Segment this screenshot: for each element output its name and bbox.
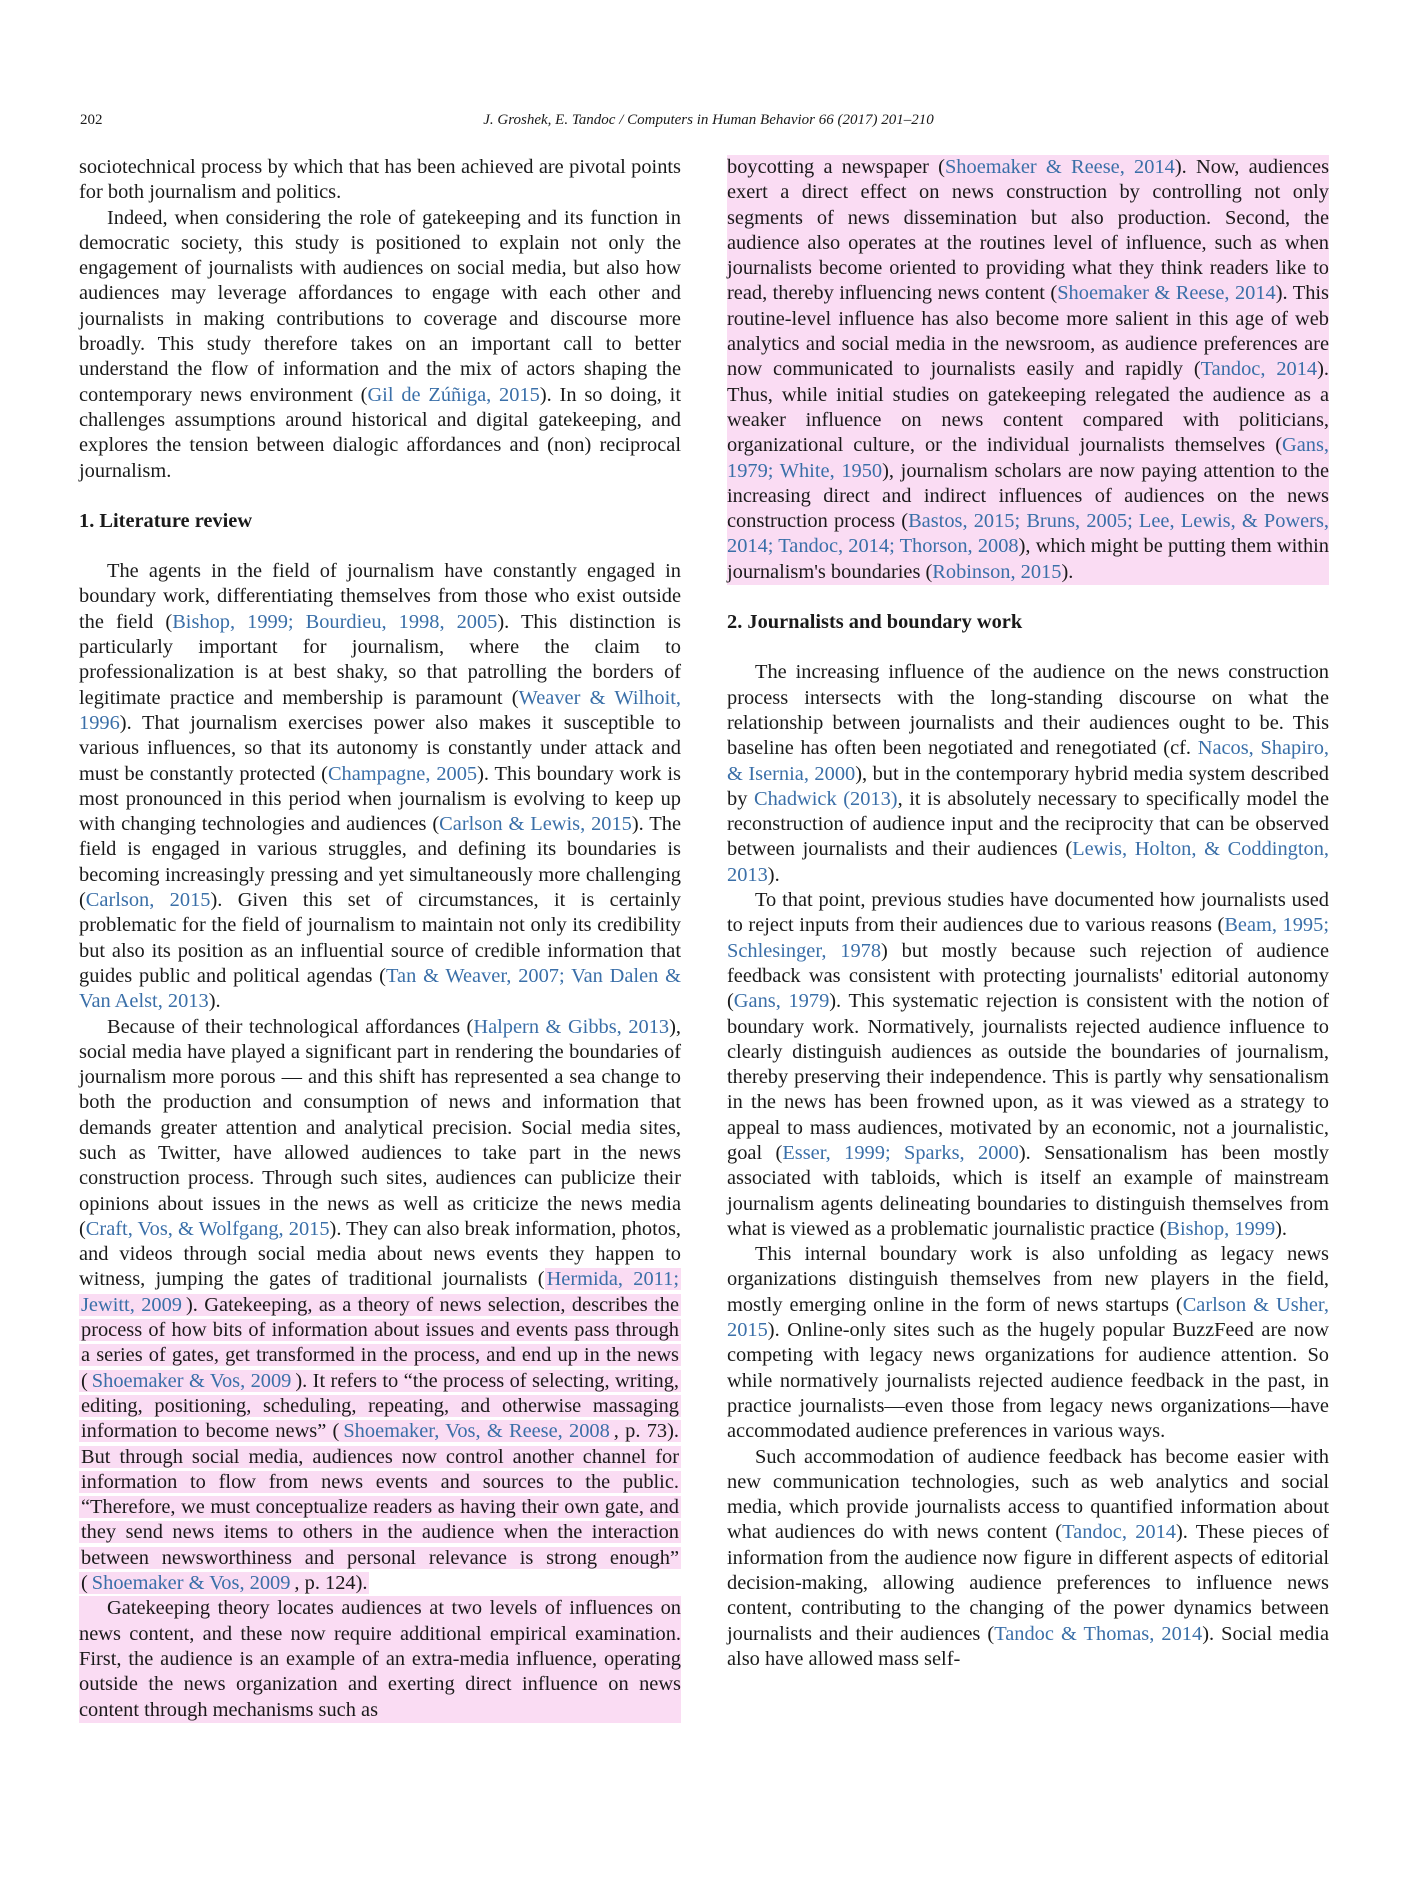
citation-link[interactable]: Tandoc & Thomas, 2014 bbox=[994, 1622, 1203, 1645]
citation-link[interactable]: Shoemaker, Vos, & Reese, 2008 bbox=[343, 1420, 610, 1443]
citation-link[interactable]: Champagne, 2005 bbox=[327, 762, 478, 785]
paragraph: The agents in the field of journalism have constantly engaged in boundary work, differentiating themselves from those who exist outside the field (Bishop, 1999; Bourdieu, 1998, 2005). This distinction is particularly important for journalism, where the claim to professionalization is at best shaky, so that patrolling the borders of legitimate practice and membership is paramount (Weaver & Wilhoit, 1996). That journalism exercises power also makes it susceptible to various influences, so that its autonomy is constantly under attack and must be constantly protected (Champagne, 2005). This boundary work is most pronounced in this period when journalism is evolving to keep up with changing technologies and audiences (Carlson & Lewis, 2015). The field is engaged in various struggles, and defining its boundaries is becoming increasingly pressing and yet simultaneously more challenging (Carlson, 2015). Given this set of circumstances, it is certainly problematic for the field of journalism to maintain not only its credibility but also its position as an influential source of credible information that guides public and political agendas (Tan & Weaver, 2007; Van Dalen & Van Aelst, 2013). bbox=[79, 560, 682, 1013]
citation-link[interactable]: Hermida, 2011; Jewitt, 2009 bbox=[81, 1268, 679, 1316]
citation-link[interactable]: Nacos, Shapiro, & Isernia, 2000 bbox=[727, 737, 1329, 785]
citation-link[interactable]: Carlson & Lewis, 2015 bbox=[439, 813, 632, 836]
citation-link[interactable]: Gans, 1979; White, 1950 bbox=[727, 434, 1329, 482]
page-number: 202 bbox=[80, 112, 103, 128]
citation-link[interactable]: Halpern & Gibbs, 2013 bbox=[473, 1015, 670, 1038]
highlighted-text: ). It refers to “the process of selecting, writing, editing, positioning, scheduling, repeating, and otherwise massaging information to become news” ( bbox=[81, 1369, 679, 1443]
citation-link[interactable]: Lewis, Holton, & Coddington, 2013 bbox=[727, 838, 1329, 886]
paragraph: This internal boundary work is also unfolding as legacy news organizations distinguish themselves from new players in the field, mostly emerging online in the form of news startups (Carlson & Usher, 2015). Online-only sites such as the hugely popular BuzzFeed are now competing with legacy news organizations for audience attention. So while normatively journalists rejected audience feedback in the past, in practice journalists—even those from legacy news organizations—have accommodated audience preferences in various ways. bbox=[727, 1243, 1329, 1443]
section-heading-journalists-boundary-work: 2. Journalists and boundary work bbox=[727, 611, 1023, 634]
citation-link[interactable]: Esser, 1999; Sparks, 2000 bbox=[782, 1141, 1019, 1164]
paragraph: The increasing influence of the audience on the news construction process intersects with the long-standing discourse on what the relationship between journalists and their audiences ought to be. This baseline has often been negotiated and renegotiated (cf. Nacos, Shapiro, & Isernia, 2000), but in the contemporary hybrid media system described by Chadwick (2013), it is absolutely necessary to specifically model the reconstruction of audience input and the reciprocity that can be observed between journalists and their audiences (Lewis, Holton, & Coddington, 2013). bbox=[727, 661, 1329, 886]
highlighted-paragraph: Gatekeeping theory locates audiences at two levels of influences on news content, and these now require additional empirical examination. First, the audience is an example of an extra-media influence, operating outside the news organization and exerting direct influence on news content through mechanisms such as bbox=[79, 1596, 681, 1722]
citation-link[interactable]: Beam, 1995; Schlesinger, 1978 bbox=[727, 914, 1329, 962]
citation-link[interactable]: Gans, 1979 bbox=[733, 990, 830, 1013]
paragraph: sociotechnical process by which that has been achieved are pivotal points for both journalism and politics. bbox=[79, 156, 681, 204]
running-head: J. Groshek, E. Tandoc / Computers in Human Behavior 66 (2017) 201–210 bbox=[483, 112, 934, 128]
highlighted-text: ). Gatekeeping, as a theory of news selection, describes the process of how bits of information about issues and events pass through a series of gates, get transformed in the process, and end up in the news ( bbox=[81, 1293, 679, 1392]
citation-link[interactable]: Craft, Vos, & Wolfgang, 2015 bbox=[85, 1217, 330, 1240]
citation-link[interactable]: Chadwick (2013) bbox=[753, 787, 898, 810]
citation-link[interactable]: Shoemaker & Vos, 2009 bbox=[91, 1572, 291, 1595]
citation-link[interactable]: Carlson, 2015 bbox=[85, 889, 211, 912]
highlighted-text: , p. 73). But through social media, audiences now control another channel for information to flow from news events and sources to the public. “Therefore, we must conceptualize readers as having their own gate, and they send news items to others in the audience when the interaction between newsworthiness and personal relevance is strong enough” ( bbox=[81, 1420, 679, 1595]
paragraph: To that point, previous studies have documented how journalists used to reject inputs from their audiences due to various reasons (Beam, 1995; Schlesinger, 1978) but mostly because such rejection of audience feedback was consistent with protecting journalists' editorial autonomy (Gans, 1979). This systematic rejection is consistent with the notion of boundary work. Normatively, journalists rejected audience influence to clearly distinguish audiences as outside the boundaries of journalism, thereby preserving their independence. This is partly why sensationalism in the news has been frowned upon, as it was viewed as a strategy to appeal to mass audiences, motivated by an economic, not a journalistic, goal (Esser, 1999; Sparks, 2000). Sensationalism has been mostly associated with tabloids, which is itself an example of mainstream journalism agents delineating boundaries to distinguish themselves from what is viewed as a problematic journalistic practice (Bishop, 1999). bbox=[727, 889, 1330, 1240]
citation-link[interactable]: Carlson & Usher, 2015 bbox=[727, 1293, 1329, 1342]
highlighted-paragraph: boycotting a newspaper (Shoemaker & Reese, 2014). Now, audiences exert a direct effect on news construction by controlling not only segments of news dissemination but also production. Second, the audience also operates at the routines level of influence, such as when journalists become oriented to providing what they think readers like to read, thereby influencing news content (Shoemaker & Reese, 2014). This routine-level influence has also become more salient in this age of web analytics and social media in the newsroom, as audience preferences are now communicated to journalists easily and rapidly (Tandoc, 2014). Thus, while initial studies on gatekeeping relegated the audience as a weaker influence on news content compared with politicians, organizational culture, or the individual journalists themselves (Gans, 1979; White, 1950), journalism scholars are now paying attention to the increasing direct and indirect influences of audiences on the news construction process (Bastos, 2015; Bruns, 2005; Lee, Lewis, & Powers, 2014; Tandoc, 2014; Thorson, 2008), which might be putting them within journalism's boundaries (Robinson, 2015). bbox=[727, 155, 1329, 585]
right-column bbox=[727, 155, 1329, 1672]
citation-link[interactable]: Weaver & Wilhoit, 1996 bbox=[79, 686, 682, 734]
citation-link[interactable]: Shoemaker & Vos, 2009 bbox=[91, 1369, 292, 1392]
citation-link[interactable]: Bishop, 1999 bbox=[1166, 1217, 1276, 1240]
left-column bbox=[79, 155, 681, 1723]
highlighted-text: , p. 124). bbox=[294, 1572, 368, 1595]
citation-link[interactable]: Tandoc, 2014 bbox=[1062, 1521, 1176, 1544]
page-header bbox=[80, 112, 1337, 136]
citation-link[interactable]: Gil de Zúñiga, 2015 bbox=[367, 383, 540, 406]
citation-link[interactable]: Shoemaker & Reese, 2014 bbox=[944, 156, 1175, 178]
citation-link[interactable]: Tan & Weaver, 2007; Van Dalen & Van Aelst, 2013 bbox=[79, 964, 681, 1013]
citation-link[interactable]: Bishop, 1999; Bourdieu, 1998, 2005 bbox=[172, 610, 498, 633]
paragraph: Indeed, when considering the role of gatekeeping and its function in democratic society, this study is positioned to explain not only the engagement of journalists with audiences on social media, but also how audiences may leverage affordances to engage with each other and journalists in making contributions to coverage and discourse more broadly. This study therefore takes on an important call to better understand the flow of information and the mix of actors shaping the contemporary news environment (Gil de Zúñiga, 2015). In so doing, it challenges assumptions around historical and digital gatekeeping, and explores the tension between dialogic affordances and (non) reciprocal journalism. bbox=[79, 206, 681, 482]
citation-link[interactable]: Bastos, 2015; Bruns, 2005; Lee, Lewis, & Powers, 2014; Tandoc, 2014; Thorson, 2008 bbox=[727, 510, 1330, 558]
paragraph: Because of their technological affordances (Halpern & Gibbs, 2013), social media have played a significant part in rendering the boundaries of journalism more porous — and this shift has represented a sea change to both the production and consumption of news and information that demands greater attention and analytical precision. Social media sites, such as Twitter, have allowed audiences to take part in the news construction process. Through such sites, audiences can publicize their opinions about issues in the news as well as criticize the news media (Craft, Vos, & Wolfgang, 2015). They can also break information, photos, and videos through social media about news events they happen to witness, jumping the gates of traditional journalists (Hermida, 2011; Jewitt, 2009 ). Gatekeeping, as a theory of news selection, describes the process of how bits of information about issues and events pass through a series of gates, get transformed in the process, and end up in the news ( Shoemaker & Vos, 2009 ). It refers to “the process of selecting, writing, editing, positioning, scheduling, repeating, and otherwise massaging information to become news” ( Shoemaker, Vos, & Reese, 2008 , p. 73). But through social media, audiences now control another channel for information to flow from news events and sources to the public. “Therefore, we must conceptualize readers as having their own gate, and they send news items to others in the audience when the interaction between newsworthiness and personal relevance is strong enough” ( Shoemaker & Vos, 2009 , p. 124). bbox=[79, 1015, 681, 1595]
paragraph: Such accommodation of audience feedback has become easier with new communication technologies, such as web analytics and social media, which provide journalists access to quantified information about what audiences do with news content (Tandoc, 2014). These pieces of information from the audience now figure in different aspects of editorial decision-making, allowing audience preferences to influence news content, contributing to the changing of the power dynamics between journalists and their audiences (Tandoc & Thomas, 2014). Social media also have allowed mass self- bbox=[727, 1445, 1329, 1670]
citation-link[interactable]: Shoemaker & Reese, 2014 bbox=[1057, 282, 1276, 305]
citation-link[interactable]: Tandoc, 2014 bbox=[1200, 358, 1318, 381]
section-heading-literature-review: 1. Literature review bbox=[79, 509, 253, 532]
citation-link[interactable]: Robinson, 2015 bbox=[932, 560, 1062, 583]
